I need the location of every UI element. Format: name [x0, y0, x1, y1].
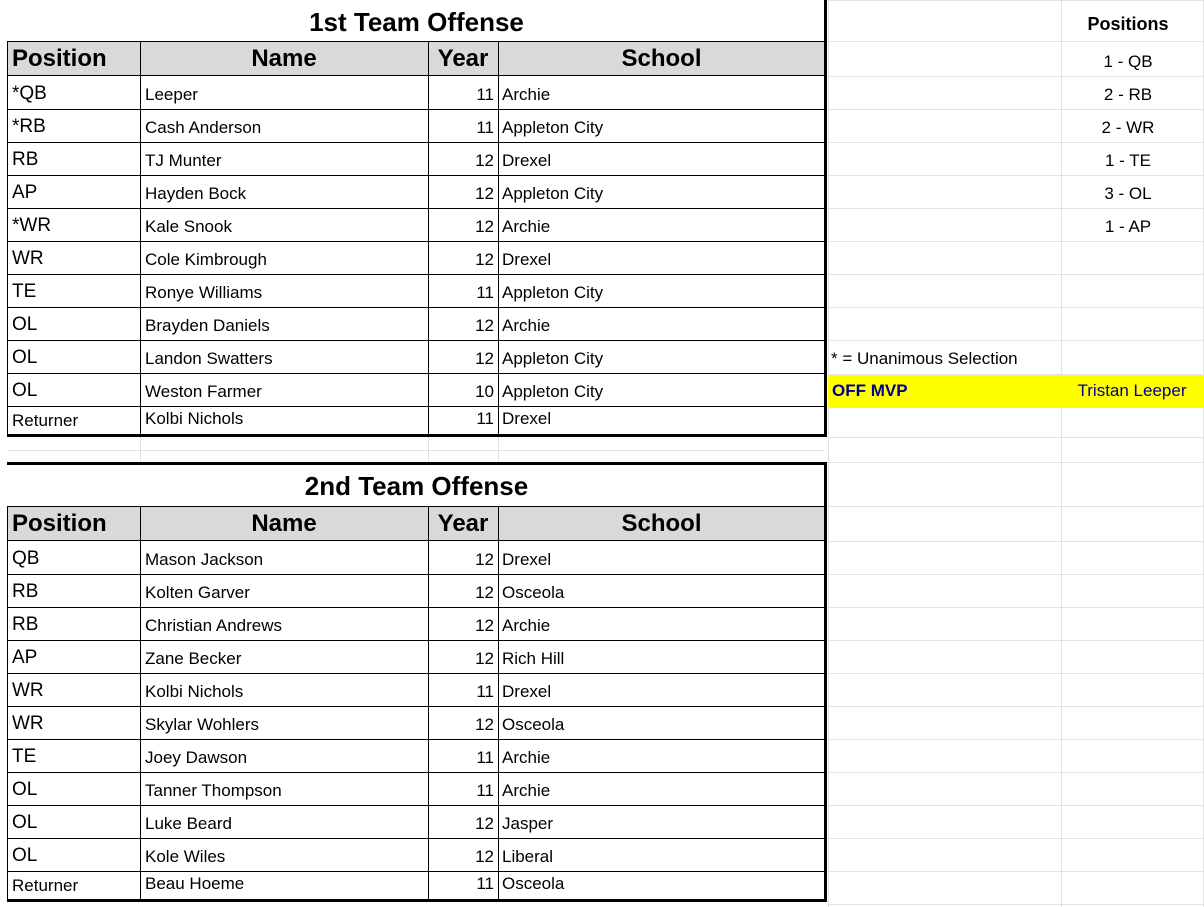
table-border — [7, 899, 827, 902]
cell-name: Luke Beard — [145, 814, 232, 833]
cell-position: TE — [12, 745, 37, 767]
cell-position: AP — [12, 646, 38, 668]
cell-school: Drexel — [502, 250, 552, 269]
cell-position: OL — [12, 313, 38, 335]
cell-name: TJ Munter — [145, 151, 222, 170]
cell-year: 12 — [475, 250, 494, 269]
cell-school: Archie — [502, 316, 551, 335]
gridline — [828, 772, 1204, 773]
cell-school: Osceola — [502, 715, 565, 734]
cell-school: Osceola — [502, 583, 565, 602]
gridline — [828, 0, 829, 907]
cell-year: 11 — [476, 874, 494, 893]
cell-school: Appleton City — [502, 283, 604, 302]
cell-name: Cole Kimbrough — [145, 250, 267, 269]
cell-name: Weston Farmer — [145, 382, 262, 401]
positions-item: 1 - QB — [1103, 51, 1153, 71]
positions-header: Positions — [1087, 14, 1169, 34]
gridline — [828, 541, 1204, 542]
cell-position: *WR — [12, 214, 52, 236]
cell-position: *QB — [12, 82, 47, 104]
cell-name: Ronye Williams — [145, 283, 263, 302]
cell-position: Returner — [12, 875, 79, 895]
cell-year: 11 — [476, 118, 494, 137]
cell-year: 12 — [475, 616, 494, 635]
gridline — [828, 0, 1204, 1]
cell-school: Drexel — [502, 550, 552, 569]
cell-position: OL — [12, 379, 38, 401]
table-border — [7, 434, 827, 437]
cell-name: Christian Andrews — [145, 616, 283, 635]
cell-school: Rich Hill — [502, 649, 565, 668]
cell-position: RB — [12, 580, 39, 602]
cell-year: 10 — [475, 382, 494, 401]
header-school: School — [621, 510, 702, 537]
cell-year: 11 — [476, 682, 494, 701]
cell-position: OL — [12, 811, 38, 833]
gridline — [828, 706, 1204, 707]
cell-name: Kolbi Nichols — [145, 409, 244, 428]
cell-year: 11 — [476, 283, 494, 302]
header-position: Position — [12, 45, 107, 72]
gridline — [828, 673, 1204, 674]
cell-position: WR — [12, 712, 44, 734]
mvp-name: Tristan Leeper — [1077, 381, 1187, 400]
cell-name: Kale Snook — [145, 217, 232, 236]
cell-name: Landon Swatters — [145, 349, 273, 368]
gridline — [828, 904, 1204, 905]
gridline — [828, 640, 1204, 641]
cell-year: 12 — [475, 217, 494, 236]
header-year: Year — [437, 510, 489, 537]
header-name: Name — [251, 45, 317, 72]
gridline — [828, 739, 1204, 740]
cell-school: Appleton City — [502, 349, 604, 368]
cell-year: 11 — [476, 781, 494, 800]
cell-year: 12 — [475, 847, 494, 866]
gridline — [828, 838, 1204, 839]
positions-item: 1 - AP — [1104, 216, 1152, 236]
cell-name: Kole Wiles — [145, 847, 226, 866]
cell-position: QB — [12, 547, 40, 569]
cell-year: 12 — [475, 316, 494, 335]
header-position: Position — [12, 510, 107, 537]
cell-name: Skylar Wohlers — [145, 715, 259, 734]
cell-position: WR — [12, 679, 44, 701]
cell-position: OL — [12, 844, 38, 866]
cell-position: OL — [12, 778, 38, 800]
cell-year: 12 — [475, 184, 494, 203]
cell-school: Appleton City — [502, 184, 604, 203]
cell-year: 12 — [475, 583, 494, 602]
cell-name: Zane Becker — [145, 649, 242, 668]
cell-position: *RB — [12, 115, 46, 137]
cell-name: Cash Anderson — [145, 118, 262, 137]
cell-name: Leeper — [145, 85, 198, 104]
gridline — [828, 805, 1204, 806]
cell-year: 12 — [475, 550, 494, 569]
cell-school: Jasper — [502, 814, 554, 833]
gridline — [828, 437, 1204, 438]
mvp-label: OFF MVP — [832, 381, 908, 400]
gridline — [828, 462, 1204, 463]
cell-school: Osceola — [502, 874, 565, 893]
cell-year: 12 — [475, 349, 494, 368]
cell-position: WR — [12, 247, 44, 269]
cell-year: 12 — [475, 715, 494, 734]
cell-name: Joey Dawson — [145, 748, 248, 767]
cell-year: 12 — [475, 649, 494, 668]
second-team-title: 2nd Team Offense — [304, 471, 529, 501]
cell-name: Tanner Thompson — [145, 781, 282, 800]
cell-school: Archie — [502, 781, 551, 800]
gridline — [828, 506, 1204, 507]
cell-year: 11 — [476, 748, 494, 767]
cell-school: Appleton City — [502, 118, 604, 137]
cell-school: Drexel — [502, 151, 552, 170]
cell-position: Returner — [12, 410, 79, 430]
cell-name: Beau Hoeme — [145, 874, 245, 893]
positions-item: 1 - TE — [1105, 150, 1151, 170]
gridline — [828, 274, 1204, 275]
gridline — [828, 41, 1204, 42]
gridline — [8, 450, 825, 451]
cell-year: 12 — [475, 151, 494, 170]
gridline — [828, 407, 1204, 408]
cell-school: Drexel — [502, 682, 552, 701]
cell-name: Mason Jackson — [145, 550, 264, 569]
gridline — [828, 607, 1204, 608]
unanimous-note: * = Unanimous Selection — [831, 349, 1018, 368]
cell-name: Kolbi Nichols — [145, 682, 244, 701]
table-border — [7, 462, 827, 465]
cell-name: Hayden Bock — [145, 184, 247, 203]
gridline — [828, 871, 1204, 872]
header-year: Year — [437, 45, 489, 72]
cell-school: Appleton City — [502, 382, 604, 401]
cell-school: Archie — [502, 85, 551, 104]
cell-school: Archie — [502, 748, 551, 767]
cell-school: Archie — [502, 217, 551, 236]
cell-school: Drexel — [502, 409, 552, 428]
gridline — [828, 307, 1204, 308]
cell-position: AP — [12, 181, 38, 203]
positions-item: 2 - WR — [1101, 117, 1155, 137]
cell-position: OL — [12, 346, 38, 368]
cell-name: Brayden Daniels — [145, 316, 270, 335]
gridline — [828, 340, 1204, 341]
cell-year: 12 — [475, 814, 494, 833]
cell-year: 11 — [476, 409, 494, 428]
cell-position: RB — [12, 613, 39, 635]
cell-school: Liberal — [502, 847, 554, 866]
header-name: Name — [251, 510, 317, 537]
positions-item: 2 - RB — [1103, 84, 1153, 104]
gridline — [828, 574, 1204, 575]
cell-position: TE — [12, 280, 37, 302]
positions-item: 3 - OL — [1104, 183, 1152, 203]
cell-position: RB — [12, 148, 39, 170]
cell-school: Archie — [502, 616, 551, 635]
first-team-title: 1st Team Offense — [309, 7, 524, 37]
cell-year: 11 — [476, 85, 494, 104]
header-school: School — [621, 45, 702, 72]
cell-name: Kolten Garver — [145, 583, 250, 602]
